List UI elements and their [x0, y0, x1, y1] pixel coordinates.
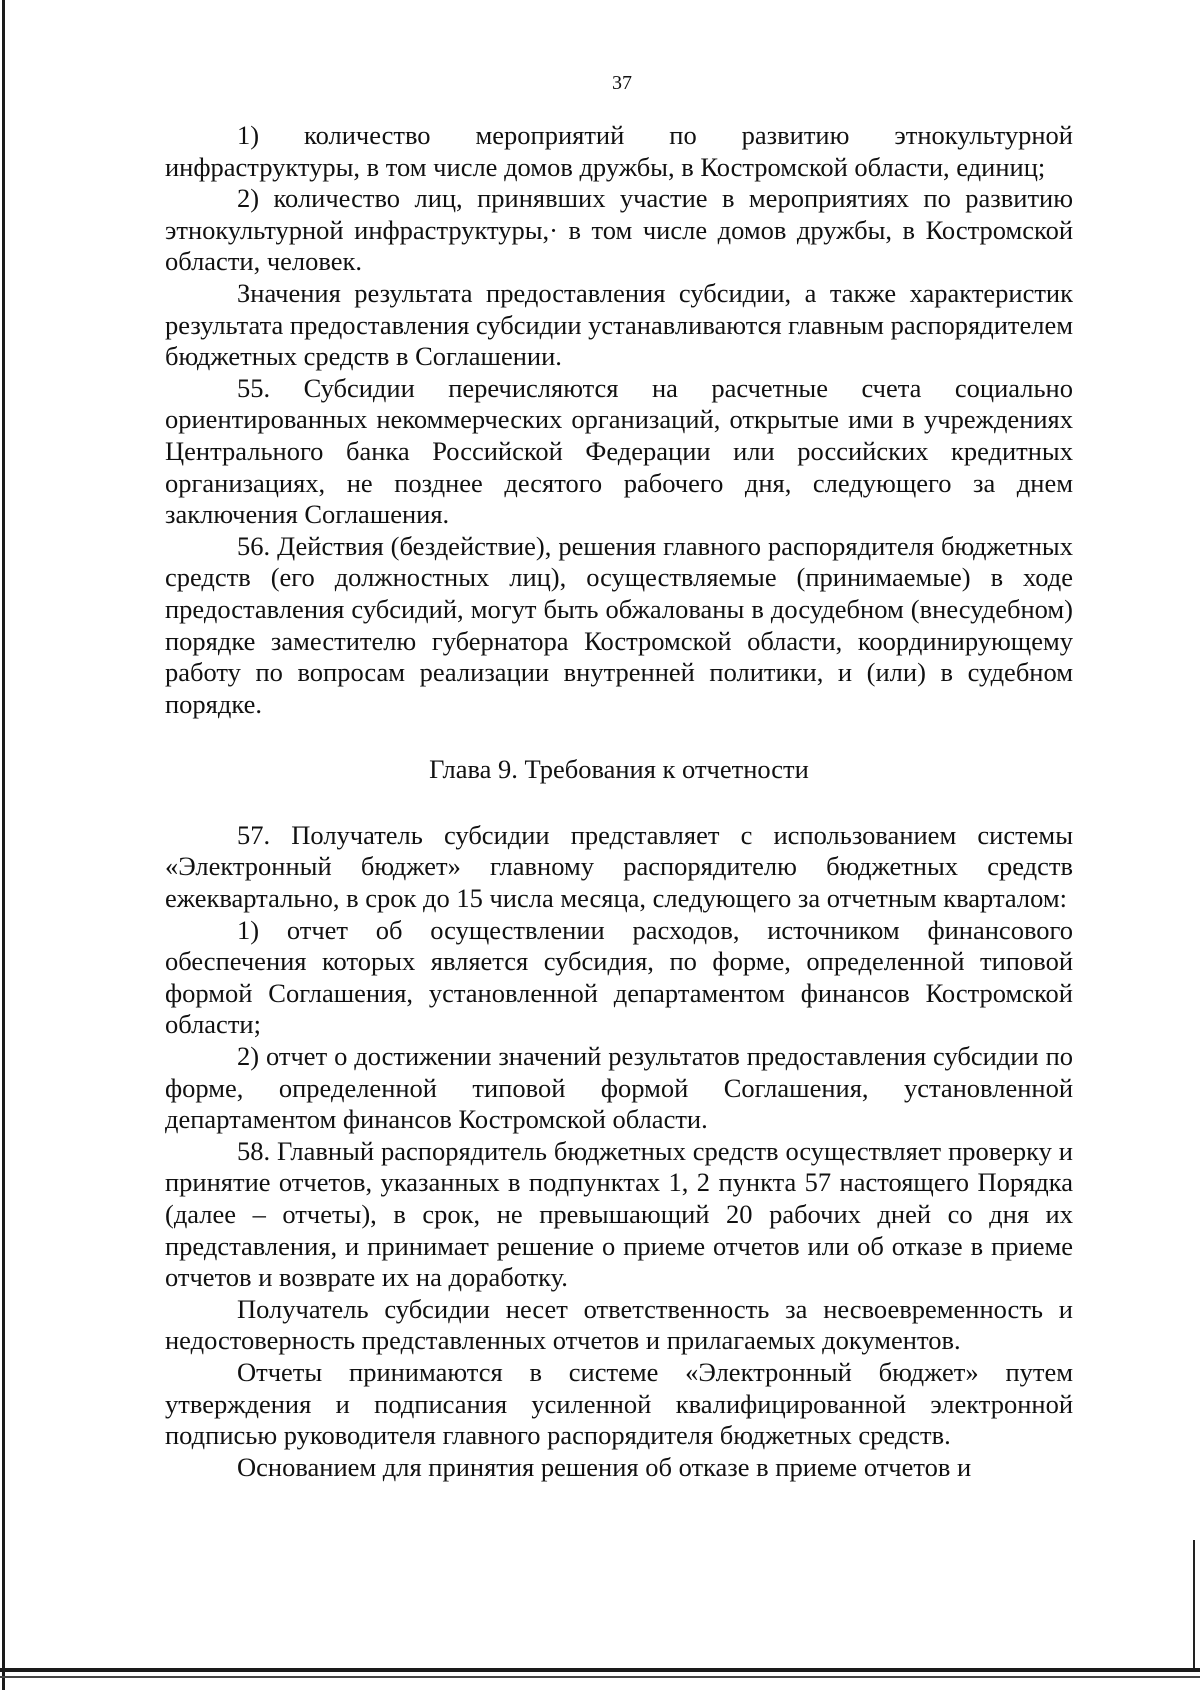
scan-border-bottom	[0, 1668, 1200, 1672]
paragraph-58: 58. Главный распорядитель бюджетных средств осуществляет проверку и принятие отчетов, указанных в подпунктах 1, 2 пункта 57 настоящего Порядка (далее – отчеты), в срок, не превышающий 20 рабочих дней со дня их представления, и принимает решение о приеме отчетов или об отказе в приеме отчетов и возврате их на доработку.	[165, 1135, 1073, 1293]
scan-border-left	[2, 0, 5, 1690]
paragraph-responsibility: Получатель субсидии несет ответственность за несвоевременность и недостоверность представленных отчетов и прилагаемых документов.	[165, 1293, 1073, 1356]
paragraph-item-2: 2) количество лиц, принявших участие в мероприятиях по развитию этнокультурной инфраструктуры,· в том числе домов дружбы, в Костромской области, человек.	[165, 183, 1073, 277]
scan-border-right	[1193, 1540, 1195, 1670]
paragraph-refusal-basis: Основанием для принятия решения об отказе в приеме отчетов и	[237, 1451, 972, 1482]
paragraph-55: 55. Субсидии перечисляются на расчетные счета социально ориентированных некоммерческих организаций, открытые ими в учреждениях Центрального банка Российской Федерации или российских кредитных организациях, не позднее десятого рабочего дня, следующего за днем заключения Соглашения.	[165, 372, 1073, 530]
paragraph-57-item-1: 1) отчет об осуществлении расходов, источником финансового обеспечения которых является субсидия, по форме, определенной типовой формой Соглашения, установленной департаментом финансов Костромской области;	[165, 914, 1073, 1040]
paragraph-57: 57. Получатель субсидии представляет с использованием системы «Электронный бюджет» главному распорядителю бюджетных средств ежеквартально, в срок до 15 числа месяца, следующего за отчетным кварталом:	[165, 819, 1073, 914]
scan-border-bottom-shadow	[0, 1676, 1200, 1678]
paragraph-56: 56. Действия (бездействие), решения главного распорядителя бюджетных средств (его должностных лиц), осуществляемые (принимаемые) в ходе предоставления субсидий, могут быть обжалованы в досудебном (внесудебном) порядке заместителю губернатора Костромской области, координирующему работу по вопросам реализации внутренней политики, и (или) в судебном порядке.	[165, 530, 1073, 719]
paragraph-item-1: 1) количество мероприятий по развитию этнокультурной инфраструктуры, в том числе домов дружбы, в Костромской области, единиц;	[165, 120, 1073, 182]
chapter-heading: Глава 9. Требования к отчетности	[429, 754, 809, 785]
paragraph-acceptance: Отчеты принимаются в системе «Электронный бюджет» путем утверждения и подписания усиленной квалифицированной электронной подписью руководителя главного распорядителя бюджетных средств.	[165, 1356, 1073, 1451]
paragraph-results: Значения результата предоставления субсидии, а также характеристик результата предоставления субсидии устанавливаются главным распорядителем бюджетных средств в Соглашении.	[165, 277, 1073, 372]
page-number: 37	[612, 72, 632, 94]
paragraph-57-item-2: 2) отчет о достижении значений результатов предоставления субсидии по форме, определенной типовой формой Соглашения, установленной департаментом финансов Костромской области.	[165, 1041, 1073, 1135]
document-body	[165, 120, 1073, 1483]
